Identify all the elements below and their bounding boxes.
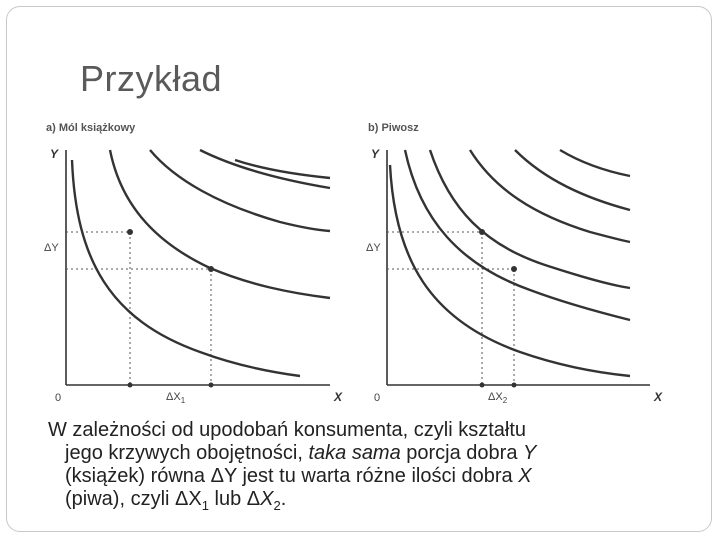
- panel-a-x-label: X: [334, 390, 343, 404]
- bullet-paragraph: [48, 419, 698, 517]
- panel-b-axis-mark-right: [512, 383, 517, 388]
- panel-b-delta-y-label: ΔY: [366, 242, 381, 254]
- panel-b-curve-5: [515, 150, 630, 210]
- bullet-line-1: W zależności od upodobań konsumenta, czyli kształtu: [48, 419, 527, 441]
- panel-a-point-upper: [127, 229, 133, 235]
- bullet-line-2: jego krzywych obojętności, taka sama porcja dobra Y: [65, 442, 537, 464]
- panel-a-origin-label: 0: [55, 392, 62, 404]
- panel-b-curve-2: [405, 150, 630, 320]
- panel-b-origin-label: 0: [374, 392, 381, 404]
- panel-a-curve-1: [72, 160, 300, 376]
- panel-a-axis-mark-right: [209, 383, 214, 388]
- panel-b-curve-6: [560, 150, 630, 176]
- panel-b-delta-x-label: $\Delta X_2$: [488, 391, 508, 405]
- panel-b: [366, 122, 663, 405]
- panel-a-y-label: Y: [50, 147, 59, 161]
- panel-b-curve-4: [470, 150, 630, 242]
- panel-a-axis-mark-left: [128, 383, 133, 388]
- bullet-line-3: (książek) równa ΔY jest tu warta różne ilości dobra X: [65, 465, 532, 487]
- panel-b-point-lower: [511, 266, 517, 272]
- panel-b-x-label: X: [654, 390, 663, 404]
- panel-b-curve-3: [430, 150, 630, 288]
- panel-b-curve-1: [390, 165, 630, 376]
- panel-a-curve-2: [110, 150, 330, 298]
- panel-b-point-upper: [479, 229, 485, 235]
- bullet-line-4: (piwa), czyli $\Delta X_1$ lub $\Delta X_2$.: [65, 488, 287, 513]
- panel-b-y-label: Y: [371, 147, 380, 161]
- slide-title: Przykład: [80, 58, 223, 99]
- panel-b-axis-mark-left: [480, 383, 485, 388]
- panel-a-point-lower: [208, 266, 214, 272]
- panel-a: [44, 122, 343, 405]
- panel-a-title: a) Mól książkowy: [46, 122, 136, 134]
- panel-a-delta-x-label: $\Delta X_1$: [166, 391, 186, 405]
- panel-b-title: b) Piwosz: [368, 122, 419, 134]
- panel-a-delta-y-label: ΔY: [44, 242, 59, 254]
